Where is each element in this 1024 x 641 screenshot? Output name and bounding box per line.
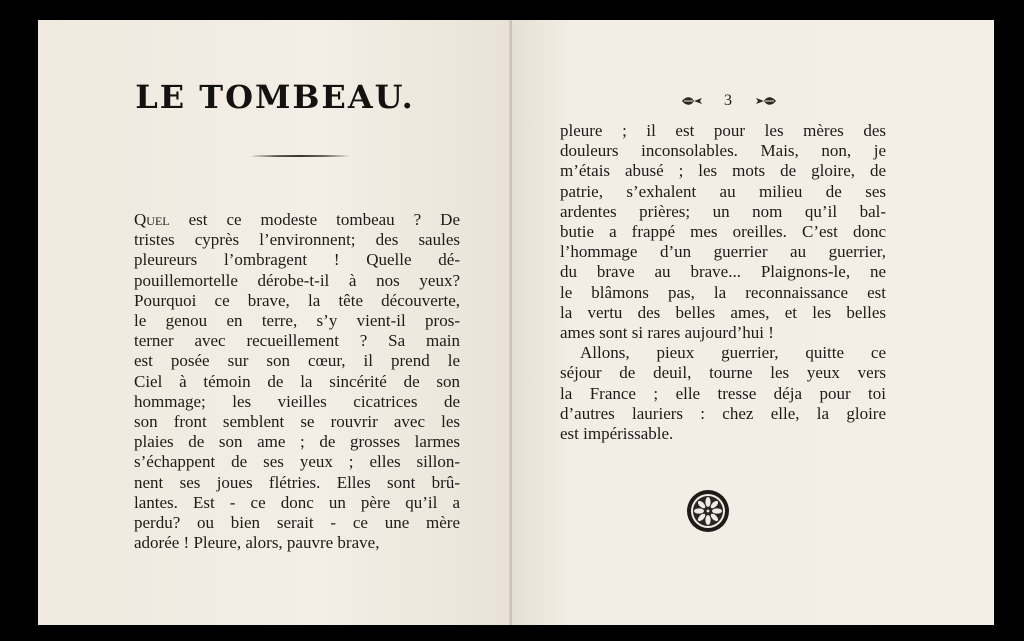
line-text: ardentes prières; un nom qu’il bal-	[560, 201, 886, 221]
line-text: plaies de son ame ; de grosses larmes	[134, 432, 460, 452]
line-text: pleure ; il est pour les mères des	[560, 121, 886, 140]
line-text: Ciel à témoin de la sincérité de son	[134, 371, 460, 391]
line-text: d’autres lauriers : chez elle, la gloire	[560, 403, 886, 423]
title-rule-ornament	[250, 154, 350, 158]
text-line	[134, 331, 460, 351]
text-line	[134, 513, 460, 533]
text-line	[134, 392, 460, 412]
text-line	[134, 250, 460, 270]
text-line	[134, 533, 460, 553]
line-text: ames sont si rares aujourd’hui !	[560, 323, 774, 343]
line-text: le genou en terre, s’y vient-il pros-	[134, 311, 460, 331]
line-text: douleurs inconsolables. Mais, non, je	[560, 141, 886, 161]
line-text: hommage; les vieilles cicatrices de	[134, 391, 460, 411]
line-text: pouillemortelle dérobe-t-il à nos yeux?	[134, 270, 460, 290]
text-line	[560, 121, 886, 141]
line-text: terner avec recueillement ? Sa main	[134, 331, 460, 351]
text-line	[560, 262, 886, 282]
line-text: la vertu des belles ames, et les belles	[560, 302, 886, 322]
page-header	[672, 93, 792, 111]
line-text: est posée sur son cœur, il prend le	[134, 351, 460, 371]
text-line	[134, 351, 460, 371]
page-number: 3	[724, 92, 732, 109]
line-text: du brave au brave... Plaignons-le, ne	[560, 262, 886, 282]
line-text: tristes cyprès l’environnent; des saules	[134, 230, 460, 250]
line-text: séjour de deuil, tourne les yeux vers	[560, 363, 886, 383]
line-text: est ce modeste tombeau ? De	[169, 210, 460, 229]
text-line	[134, 493, 460, 513]
text-line	[560, 363, 886, 383]
drop-word: Quel	[134, 210, 170, 229]
text-line	[560, 384, 886, 404]
line-text: perdu? ou bien serait - ce une mère	[134, 513, 460, 533]
line-text: patrie, s’exhalent au milieu de ses	[560, 181, 886, 201]
text-line	[134, 452, 460, 472]
text-line	[134, 473, 460, 493]
line-text: est impérissable.	[560, 424, 674, 444]
text-line	[560, 242, 886, 262]
text-line	[560, 141, 886, 161]
text-line	[134, 311, 460, 331]
line-text: la France ; elle tresse déja pour toi	[560, 383, 886, 403]
line-text: son front semblent se rouvrir avec les	[134, 412, 460, 432]
text-line	[560, 182, 886, 202]
line-text: Pourquoi ce brave, la tête découverte,	[134, 290, 460, 310]
line-text: m’étais abusé ; les mots de gloire, de	[560, 161, 886, 181]
line-text: adorée ! Pleure, alors, pauvre brave,	[134, 533, 380, 553]
line-text: le blâmons pas, la reconnaissance est	[560, 282, 886, 302]
line-text: Allons, pieux guerrier, quitte ce	[580, 343, 886, 363]
left-body-text	[134, 210, 460, 553]
text-line	[560, 303, 886, 323]
left-fleuron-icon	[680, 95, 704, 107]
text-line	[560, 222, 886, 242]
line-text: lantes. Est - ce donc un père qu’il a	[134, 492, 460, 512]
text-line	[134, 271, 460, 291]
page-title: LE TOMBEAU.	[135, 78, 415, 116]
text-line	[134, 412, 460, 432]
right-page	[512, 20, 994, 625]
text-line	[560, 202, 886, 222]
text-line	[134, 432, 460, 452]
line-text: pleureurs l’ombragent ! Quelle dé-	[134, 250, 460, 270]
text-line	[560, 404, 886, 424]
text-line	[134, 291, 460, 311]
line-text: l’hommage d’un guerrier au guerrier,	[560, 242, 886, 262]
left-page	[38, 20, 512, 625]
line-text: s’échappent de ses yeux ; elles sillon-	[134, 452, 460, 472]
line-text: butie a frappé mes oreilles. C’est donc	[560, 222, 886, 242]
text-line	[134, 230, 460, 250]
text-line	[560, 161, 886, 181]
line-text: nent ses joues flétries. Elles sont brû-	[134, 472, 460, 492]
text-line	[560, 343, 886, 363]
text-line	[560, 323, 886, 343]
right-body-text	[560, 121, 886, 444]
right-fleuron-icon	[754, 95, 778, 107]
text-line	[560, 424, 886, 444]
text-line	[560, 283, 886, 303]
text-line	[134, 210, 460, 230]
rosette-ornament-icon	[685, 488, 731, 534]
text-line	[134, 372, 460, 392]
